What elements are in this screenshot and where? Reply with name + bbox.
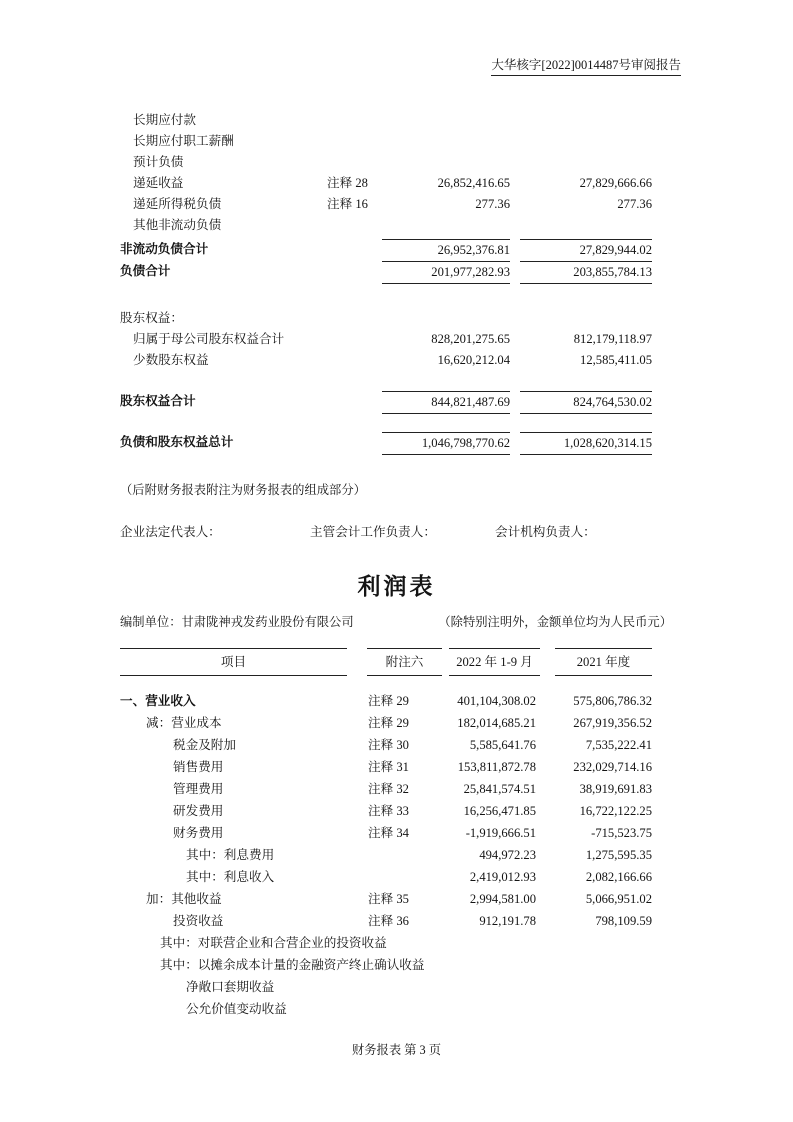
report-number: 大华核字[2022]0014487号审阅报告 xyxy=(491,58,681,76)
value-current-period xyxy=(382,110,510,131)
signatories-row xyxy=(120,521,680,540)
value-current-period xyxy=(382,152,510,173)
value-2022-period: 182,014,685.21 xyxy=(457,716,536,730)
row-note-ref xyxy=(368,866,438,888)
row-note-ref xyxy=(327,308,382,329)
row-label: 其中：利息费用 xyxy=(186,848,275,862)
column-gap xyxy=(510,391,520,414)
income-row xyxy=(120,690,652,712)
value-2021-year: 16,722,122.25 xyxy=(579,804,652,818)
balance-row xyxy=(120,350,652,371)
income-statement-subtitle xyxy=(120,612,672,630)
row-note-ref xyxy=(327,432,382,455)
balance-row xyxy=(120,308,652,329)
income-row xyxy=(120,910,652,932)
row-note-ref: 注释 32 xyxy=(368,782,409,796)
row-note-ref xyxy=(368,976,438,998)
row-label: 其中：以摊余成本计量的金融资产终止确认收益 xyxy=(160,958,425,972)
value-2021-year: -715,523.75 xyxy=(591,826,652,840)
accounting-head-label: 会计机构负责人： xyxy=(495,525,596,539)
value-2022-period: 153,811,872.78 xyxy=(457,760,536,774)
column-gap xyxy=(510,194,520,215)
income-row xyxy=(120,932,652,954)
column-gap xyxy=(559,954,572,976)
row-note-ref xyxy=(424,954,480,976)
income-row xyxy=(120,734,652,756)
column-gap xyxy=(536,998,552,1020)
row-label: 财务费用 xyxy=(173,826,224,840)
col-header-2022-period: 2022 年 1-9 月 xyxy=(449,648,540,676)
row-label: 负债合计 xyxy=(120,264,171,278)
value-2022-period xyxy=(452,932,544,954)
value-2021-year xyxy=(559,932,652,954)
income-table-body xyxy=(120,690,652,1020)
value-2021-year xyxy=(552,976,652,998)
value-current-period: 844,821,487.69 xyxy=(382,391,510,414)
row-label: 研发费用 xyxy=(173,804,224,818)
row-note-ref: 注释 30 xyxy=(368,738,409,752)
balance-row xyxy=(120,173,652,194)
row-note-ref xyxy=(327,261,382,284)
row-label: 销售费用 xyxy=(173,760,224,774)
column-gap xyxy=(510,308,520,329)
row-note-ref xyxy=(327,350,382,371)
row-note-ref: 注释 29 xyxy=(368,694,409,708)
income-row xyxy=(120,844,652,866)
row-note-ref: 注释 31 xyxy=(368,760,409,774)
row-note-ref xyxy=(387,932,452,954)
value-current-period: 277.36 xyxy=(475,197,510,211)
row-note-ref xyxy=(327,239,382,261)
value-2021-year: 7,535,222.41 xyxy=(585,738,652,752)
value-prior-period xyxy=(520,131,652,152)
row-label: 净敞口套期收益 xyxy=(186,980,275,994)
column-gap xyxy=(536,756,552,778)
column-gap xyxy=(510,131,520,152)
income-row xyxy=(120,998,652,1020)
row-label: 其中：对联营企业和合营企业的投资收益 xyxy=(160,936,387,950)
balance-row xyxy=(120,261,652,284)
row-note-ref xyxy=(327,329,382,350)
row-note-ref xyxy=(327,391,382,414)
row-note-ref xyxy=(368,844,438,866)
page-footer: 财务报表 第 3 页 xyxy=(351,1043,442,1057)
column-gap xyxy=(510,350,520,371)
value-prior-period: 1,028,620,314.15 xyxy=(520,432,652,455)
report-header xyxy=(0,55,681,73)
column-gap xyxy=(536,778,552,800)
value-current-period: 16,620,212.04 xyxy=(437,353,510,367)
value-2021-year: 232,029,714.16 xyxy=(573,760,652,774)
col-header-item: 项目 xyxy=(120,648,347,676)
value-2022-period: 5,585,641.76 xyxy=(469,738,536,752)
column-gap xyxy=(536,800,552,822)
row-label: 递延所得税负债 xyxy=(133,197,222,211)
column-gap xyxy=(536,844,552,866)
row-label: 少数股东权益 xyxy=(133,353,209,367)
column-gap xyxy=(510,432,520,455)
value-2022-period: 912,191.78 xyxy=(479,914,536,928)
row-label: 加：其他收益 xyxy=(146,892,222,906)
value-2022-period: 25,841,574.51 xyxy=(463,782,536,796)
value-2022-period xyxy=(438,998,536,1020)
balance-row xyxy=(120,329,652,350)
income-row xyxy=(120,976,652,998)
prepared-by-label: 编制单位：甘肃陇神戎发药业股份有限公司 xyxy=(120,615,354,629)
income-row xyxy=(120,822,652,844)
value-current-period: 26,952,376.81 xyxy=(382,239,510,261)
income-row xyxy=(120,888,652,910)
value-2021-year xyxy=(572,954,652,976)
value-prior-period: 824,764,530.02 xyxy=(520,391,652,414)
column-gap xyxy=(536,910,552,932)
col-header-note: 附注六 xyxy=(367,648,442,676)
value-2022-period: -1,919,666.51 xyxy=(465,826,536,840)
balance-row xyxy=(120,432,652,455)
row-note-ref xyxy=(327,215,382,236)
legal-representative-label: 企业法定代表人： xyxy=(120,525,221,539)
column-gap xyxy=(510,261,520,284)
value-prior-period: 203,855,784.13 xyxy=(520,261,652,284)
row-label: 股东权益合计 xyxy=(120,394,196,408)
value-2021-year: 38,919,691.83 xyxy=(579,782,652,796)
income-statement-table xyxy=(120,648,652,1020)
row-note-ref xyxy=(327,131,382,152)
column-gap xyxy=(510,215,520,236)
row-label: 管理费用 xyxy=(173,782,224,796)
income-row xyxy=(120,712,652,734)
balance-row xyxy=(120,194,652,215)
value-2022-period: 401,104,308.02 xyxy=(457,694,536,708)
notes-attachment-line: （后附财务报表附注为财务报表的组成部分） xyxy=(120,483,366,497)
value-current-period: 1,046,798,770.62 xyxy=(382,432,510,455)
value-2021-year: 1,275,595.35 xyxy=(585,848,652,862)
column-gap xyxy=(536,712,552,734)
value-prior-period: 27,829,666.66 xyxy=(579,176,652,190)
col-header-2021-year: 2021 年度 xyxy=(555,648,652,676)
row-label: 税金及附加 xyxy=(173,738,236,752)
income-table-header xyxy=(120,648,652,676)
row-label: 归属于母公司股东权益合计 xyxy=(133,332,285,346)
value-2022-period xyxy=(481,954,560,976)
column-gap xyxy=(536,822,552,844)
value-prior-period xyxy=(520,110,652,131)
row-note-ref xyxy=(327,152,382,173)
column-gap xyxy=(536,866,552,888)
value-prior-period xyxy=(520,152,652,173)
value-2022-period: 16,256,471.85 xyxy=(463,804,536,818)
balance-sheet-table xyxy=(120,110,652,455)
income-row xyxy=(120,800,652,822)
row-label: 负债和股东权益总计 xyxy=(120,435,234,449)
income-row xyxy=(120,778,652,800)
row-label: 投资收益 xyxy=(173,914,224,928)
value-2021-year xyxy=(552,998,652,1020)
row-note-ref: 注释 36 xyxy=(368,914,409,928)
row-note-ref: 注释 29 xyxy=(368,716,409,730)
value-2022-period: 2,994,581.00 xyxy=(469,892,536,906)
value-current-period xyxy=(382,131,510,152)
column-gap xyxy=(544,932,559,954)
value-2022-period xyxy=(438,976,536,998)
currency-unit-note: （除特别注明外，金额单位均为人民币元） xyxy=(438,615,672,629)
column-gap xyxy=(536,888,552,910)
value-2021-year: 798,109.59 xyxy=(595,914,652,928)
row-note-ref: 注释 33 xyxy=(368,804,409,818)
value-prior-period: 812,179,118.97 xyxy=(573,332,652,346)
value-2021-year: 5,066,951.02 xyxy=(585,892,652,906)
column-gap xyxy=(536,734,552,756)
column-gap xyxy=(510,239,520,261)
row-note-ref: 注释 34 xyxy=(368,826,409,840)
row-label: 其中：利息收入 xyxy=(186,870,275,884)
value-prior-period: 277.36 xyxy=(617,197,652,211)
column-gap xyxy=(510,329,520,350)
balance-row xyxy=(120,152,652,173)
value-current-period xyxy=(382,308,510,329)
row-label: 其他非流动负债 xyxy=(133,218,222,232)
income-row xyxy=(120,866,652,888)
value-2022-period: 2,419,012.93 xyxy=(469,870,536,884)
row-label: 减：营业成本 xyxy=(146,716,222,730)
column-gap xyxy=(510,110,520,131)
row-label: 公允价值变动收益 xyxy=(186,1002,287,1016)
balance-row xyxy=(120,131,652,152)
value-prior-period xyxy=(520,215,652,236)
value-2021-year: 2,082,166.66 xyxy=(585,870,652,884)
row-note-ref: 注释 16 xyxy=(327,197,368,211)
value-2022-period: 494,972.23 xyxy=(479,848,536,862)
value-current-period xyxy=(382,215,510,236)
row-note-ref xyxy=(327,110,382,131)
row-note-ref: 注释 35 xyxy=(368,892,409,906)
row-label: 预计负债 xyxy=(133,155,184,169)
balance-row xyxy=(120,239,652,261)
balance-row xyxy=(120,215,652,236)
row-note-ref xyxy=(368,998,438,1020)
row-label: 递延收益 xyxy=(133,176,184,190)
value-2021-year: 267,919,356.52 xyxy=(573,716,652,730)
value-2021-year: 575,806,786.32 xyxy=(573,694,652,708)
value-prior-period: 27,829,944.02 xyxy=(520,239,652,261)
value-prior-period: 12,585,411.05 xyxy=(580,353,652,367)
balance-row xyxy=(120,110,652,131)
value-current-period: 201,977,282.93 xyxy=(382,261,510,284)
row-label: 长期应付款 xyxy=(133,113,196,127)
row-label: 长期应付职工薪酬 xyxy=(133,134,234,148)
row-label: 非流动负债合计 xyxy=(120,242,209,256)
income-row xyxy=(120,954,652,976)
value-current-period: 828,201,275.65 xyxy=(431,332,510,346)
balance-row xyxy=(120,391,652,414)
row-label: 股东权益： xyxy=(120,311,183,325)
row-label: 一、营业收入 xyxy=(120,694,196,708)
value-current-period: 26,852,416.65 xyxy=(437,176,510,190)
column-gap xyxy=(510,152,520,173)
income-statement-title: 利润表 xyxy=(357,574,436,599)
value-prior-period xyxy=(520,308,652,329)
column-gap xyxy=(536,976,552,998)
row-note-ref: 注释 28 xyxy=(327,176,368,190)
column-gap xyxy=(536,690,552,712)
income-row xyxy=(120,756,652,778)
column-gap xyxy=(510,173,520,194)
chief-accountant-label: 主管会计工作负责人： xyxy=(310,525,436,539)
